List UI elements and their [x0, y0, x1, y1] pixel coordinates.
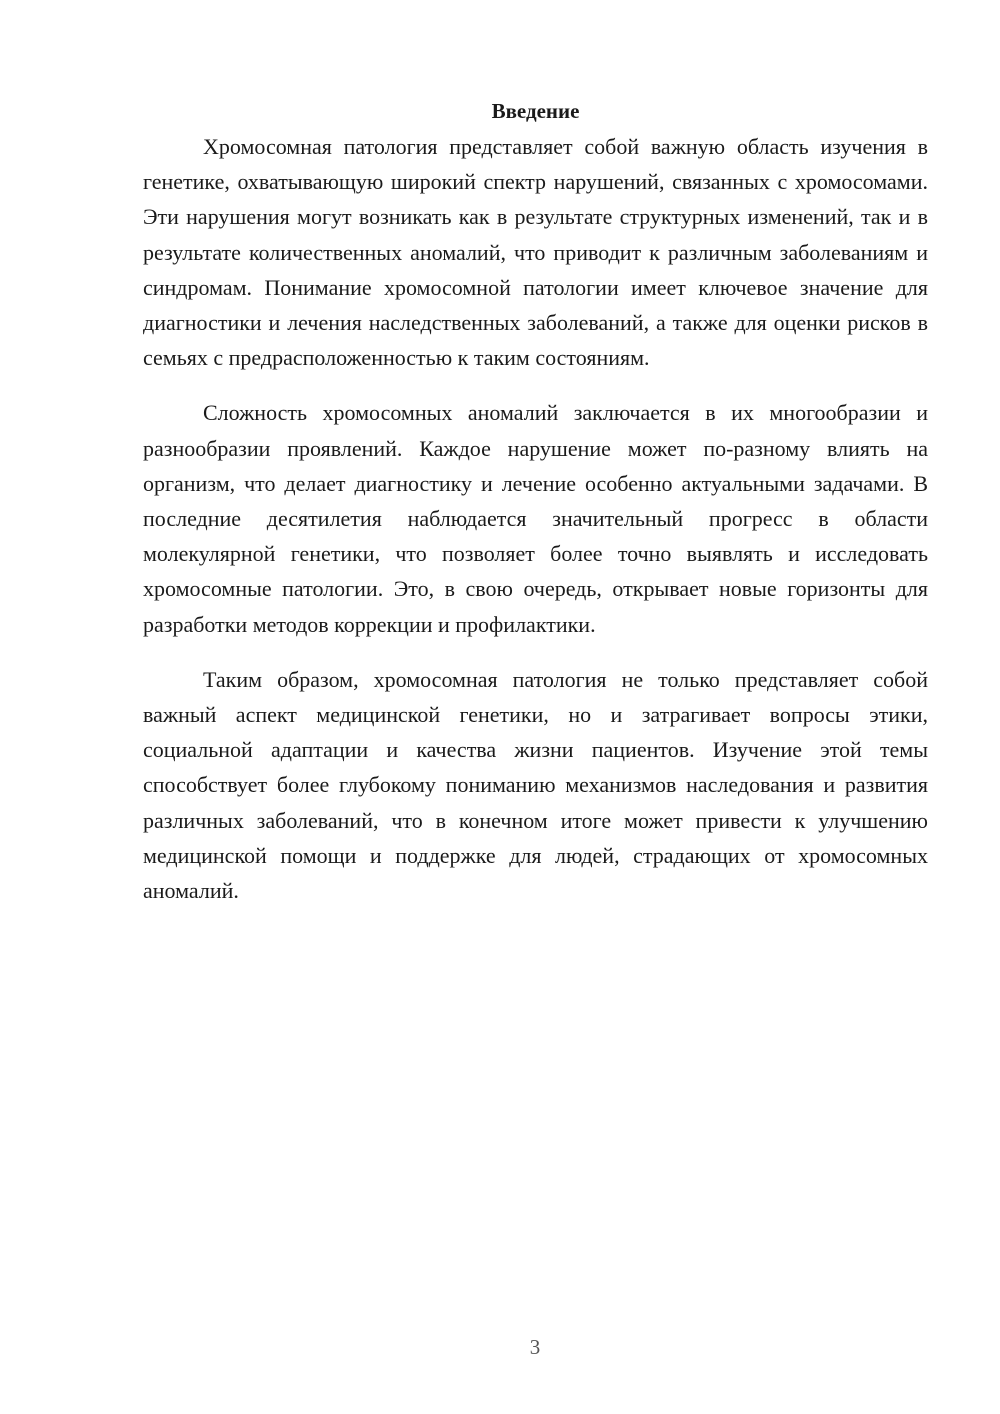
paragraph-2: Сложность хромосомных аномалий заключается в их многообразии и разнообразии проявлений. Каждое нарушение может по-разному влиять на организм, что делает диагностику и лечение особенно актуальными задачами. В последние десятилетия наблюдается значительный прогресс в области молекулярной генетики, что позволяет более точно выявлять и исследовать хромосомные патологии. Это, в свою очередь, открывает новые горизонты для разработки методов коррекции и профилактики. [143, 400, 928, 637]
paragraph-3: Таким образом, хромосомная патология не только представляет собой важный аспект медицинской генетики, но и затрагивает вопросы этики, социальной адаптации и качества жизни пациентов. Изучение этой темы способствует более глубокому пониманию механизмов наследования и развития различных заболеваний, что в конечном итоге может привести к улучшению медицинской помощи и поддержке для людей, страдающих от хромосомных аномалий. [143, 666, 928, 904]
page-content [143, 96, 928, 928]
page-number: 3 [529, 1335, 541, 1359]
paragraph-1: Хромосомная патология представляет собой важную область изучения в генетике, охватывающую широкий спектр нарушений, связанных с хромосомами. Эти нарушения могут возникать как в результате структурных изменений, так и в результате количественных аномалий, что приводит к различным заболеваниям и синдромам. Понимание хромосомной патологии имеет ключевое значение для диагностики и лечения наследственных заболеваний, а также для оценки рисков в семьях с предрасположенностью к таким состояниям. [143, 134, 928, 371]
section-heading: Введение [491, 99, 580, 123]
